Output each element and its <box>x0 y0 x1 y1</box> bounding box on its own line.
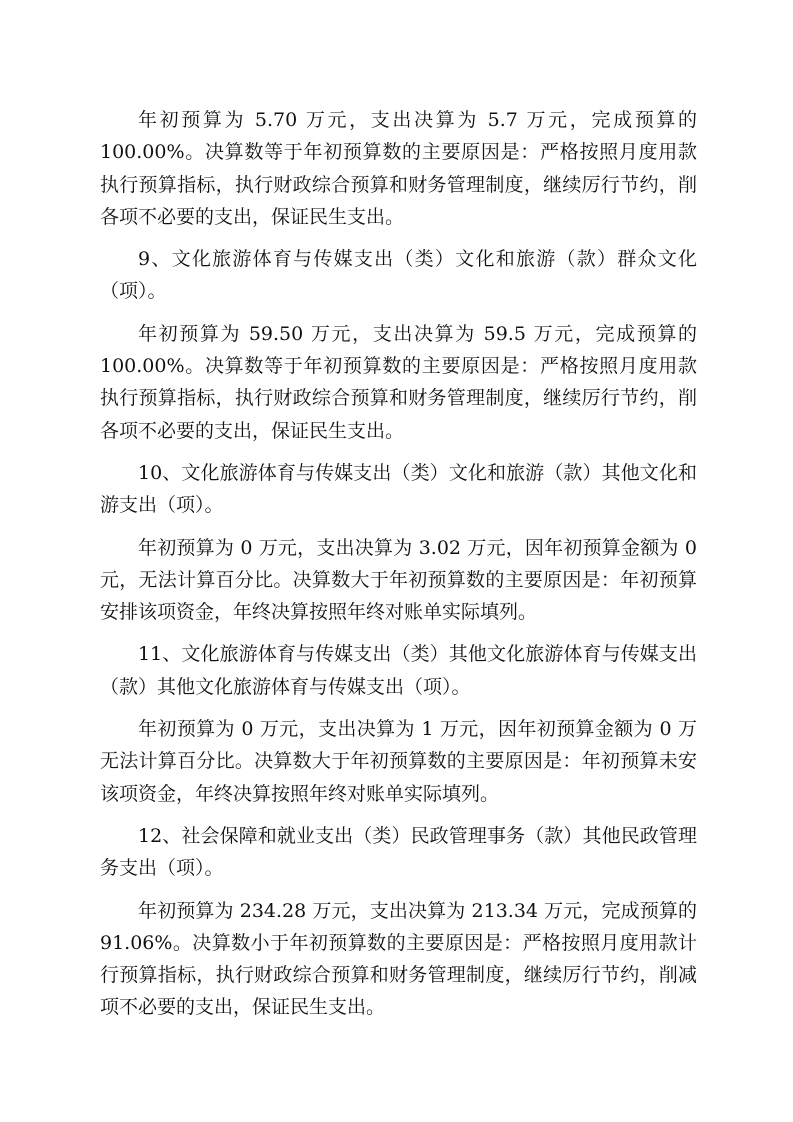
text-line: 该项资金，年终决算按照年终对账单实际填列。 <box>100 782 500 805</box>
text-line: （项）。 <box>100 280 167 303</box>
text-line: 10、文化旅游体育与传媒支出（类）文化和旅游（款）其他文化和 <box>138 461 697 484</box>
paragraph <box>100 532 697 629</box>
text-line: （款）其他文化旅游体育与传媒支出（项）。 <box>100 675 471 698</box>
text-line: 执行预算指标，执行财政综合预算和财务管理制度，继续厉行节约，削 <box>100 173 697 196</box>
text-line: 年初预算为 0 万元，支出决算为 3.02 万元，因年初预算金额为 0 <box>138 536 697 559</box>
text-line: 年初预算为 234.28 万元，支出决算为 213.34 万元，完成预算的 <box>138 899 697 922</box>
text-line: 91.06%。决算数小于年初预算数的主要原因是：严格按照月度用款计 <box>100 931 697 954</box>
text-line: 无法计算百分比。决算数大于年初预算数的主要原因是：年初预算未安 <box>100 750 697 773</box>
text-line: 游支出（项）。 <box>100 494 224 517</box>
text-line: 各项不必要的支出，保证民生支出。 <box>100 419 405 442</box>
text-line: 11、文化旅游体育与传媒支出（类）其他文化旅游体育与传媒支出 <box>138 643 697 666</box>
text-line: 100.00%。决算数等于年初预算数的主要原因是：严格按照月度用款 <box>100 141 697 164</box>
text-line: 年初预算为 0 万元，支出决算为 1 万元，因年初预算金额为 0 万 <box>138 718 697 741</box>
paragraph <box>100 713 697 810</box>
text-line: 9、文化旅游体育与传媒支出（类）文化和旅游（款）群众文化 <box>138 248 697 271</box>
text-line: 行预算指标，执行财政综合预算和财务管理制度，继续厉行节约，削减 <box>100 964 697 987</box>
paragraph <box>100 243 697 308</box>
paragraph <box>100 457 697 522</box>
paragraph <box>100 318 697 447</box>
text-line: 项不必要的支出，保证民生支出。 <box>100 996 386 1019</box>
text-line: 务支出（项）。 <box>100 857 224 880</box>
text-line: 年初预算为 5.70 万元，支出决算为 5.7 万元，完成预算的 <box>138 109 697 131</box>
text-line: 执行预算指标，执行财政综合预算和财务管理制度，继续厉行节约，削 <box>100 387 697 410</box>
text-line: 年初预算为 59.50 万元，支出决算为 59.5 万元，完成预算的 <box>138 322 697 345</box>
paragraph <box>100 638 697 703</box>
paragraph <box>100 820 697 885</box>
text-line: 元，无法计算百分比。决算数大于年初预算数的主要原因是：年初预算 <box>100 568 697 591</box>
text-line: 安排该项资金，年终决算按照年终对账单实际填列。 <box>100 601 538 624</box>
paragraph <box>100 895 697 1024</box>
text-line: 100.00%。决算数等于年初预算数的主要原因是：严格按照月度用款 <box>100 355 697 378</box>
paragraph <box>100 104 697 233</box>
text-line: 各项不必要的支出，保证民生支出。 <box>100 205 405 228</box>
text-line: 12、社会保障和就业支出（类）民政管理事务（款）其他民政管理 <box>138 824 697 847</box>
document-body <box>100 104 697 1034</box>
